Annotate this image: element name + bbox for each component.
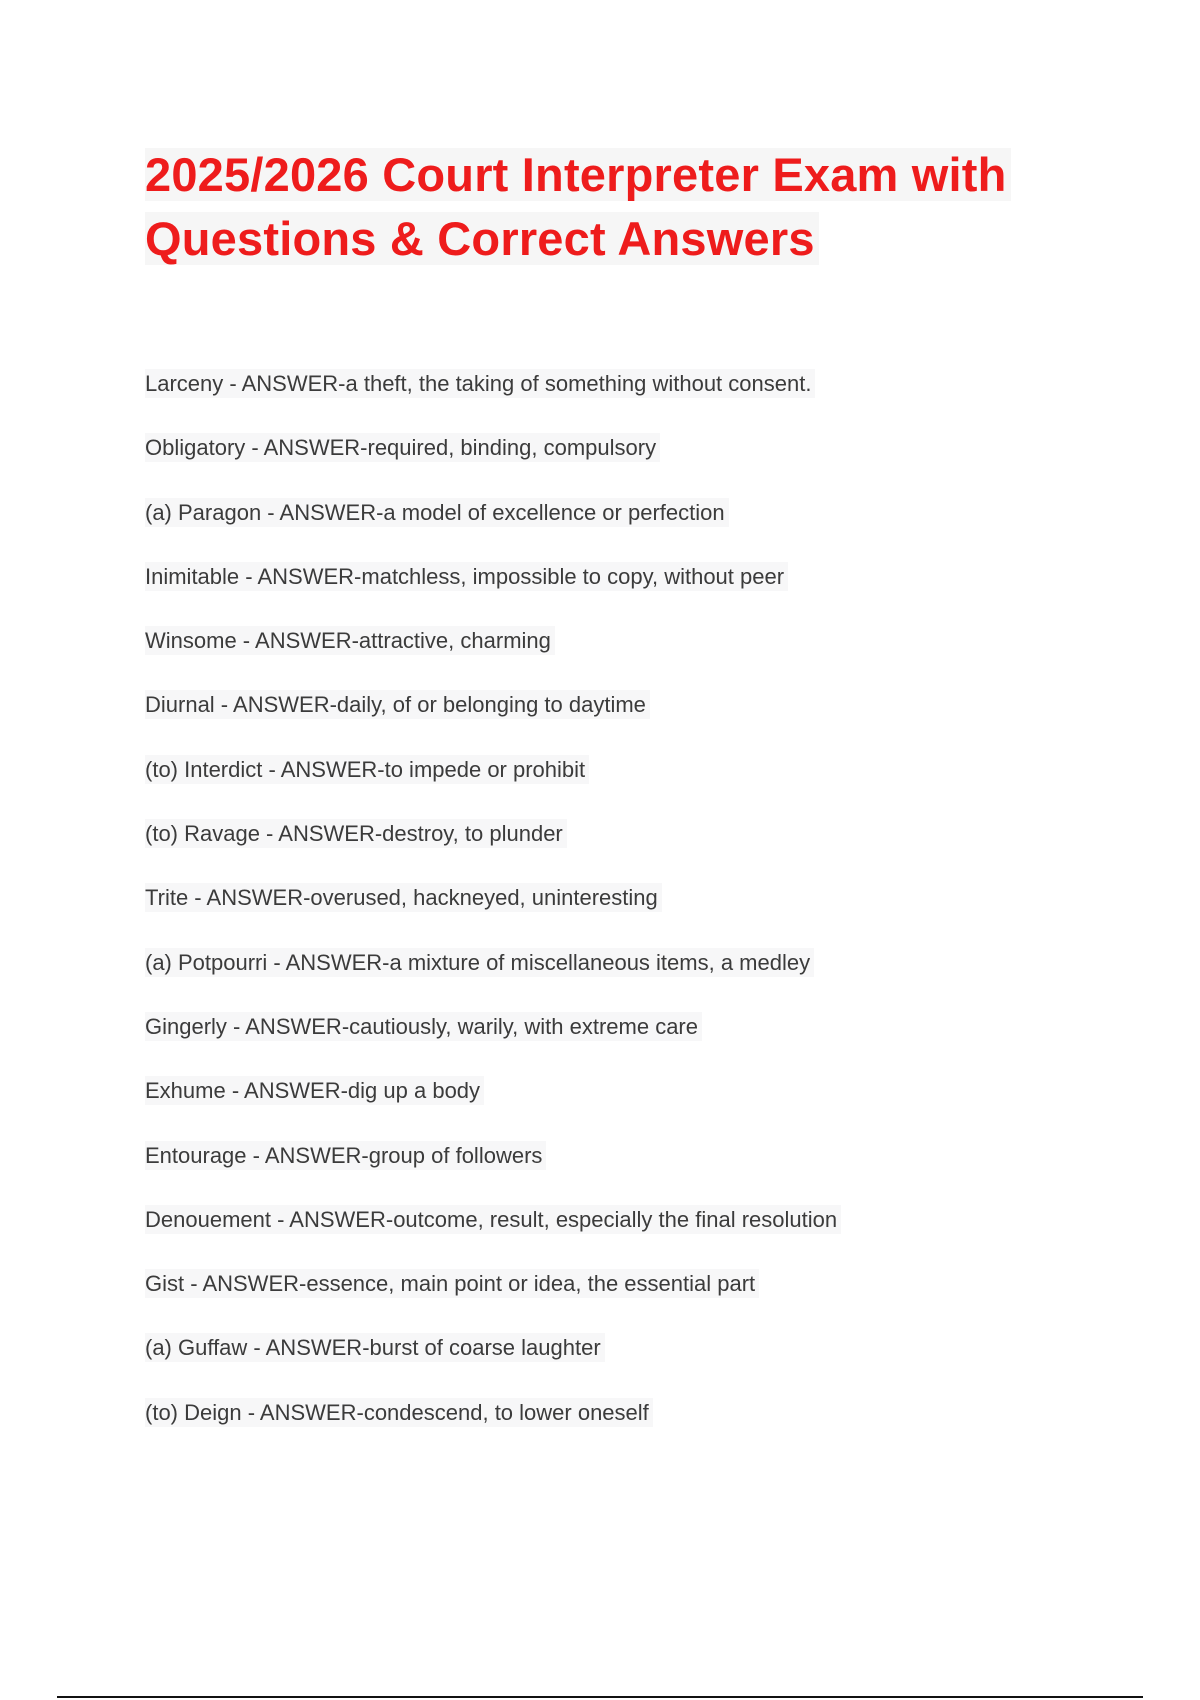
qa-entry bbox=[145, 1069, 1105, 1133]
qa-entry-text: (a) Paragon - ANSWER-a model of excellence or perfection bbox=[145, 498, 729, 527]
qa-entry bbox=[145, 555, 1105, 619]
qa-entry bbox=[145, 362, 1105, 426]
qa-entry-text: Entourage - ANSWER-group of followers bbox=[145, 1141, 546, 1170]
qa-entry bbox=[145, 426, 1105, 490]
qa-entry-text: Diurnal - ANSWER-daily, of or belonging to daytime bbox=[145, 690, 650, 719]
qa-entry bbox=[145, 1262, 1105, 1326]
qa-entry-text: Denouement - ANSWER-outcome, result, especially the final resolution bbox=[145, 1205, 841, 1234]
qa-entry-text: Winsome - ANSWER-attractive, charming bbox=[145, 626, 555, 655]
qa-entry-text: Trite - ANSWER-overused, hackneyed, uninteresting bbox=[145, 883, 662, 912]
document-title bbox=[145, 143, 1045, 271]
qa-entry-text: (a) Guffaw - ANSWER-burst of coarse laughter bbox=[145, 1333, 605, 1362]
qa-entry-text: (to) Deign - ANSWER-condescend, to lower oneself bbox=[145, 1398, 653, 1427]
qa-entry-text: Inimitable - ANSWER-matchless, impossible to copy, without peer bbox=[145, 562, 788, 591]
page-bottom-rule bbox=[57, 1696, 1143, 1698]
qa-entry-text: (to) Ravage - ANSWER-destroy, to plunder bbox=[145, 819, 567, 848]
qa-entry bbox=[145, 748, 1105, 812]
qa-entry bbox=[145, 1391, 1105, 1455]
qa-entry-text: (a) Potpourri - ANSWER-a mixture of miscellaneous items, a medley bbox=[145, 948, 814, 977]
qa-list bbox=[145, 362, 1105, 1455]
qa-entry bbox=[145, 941, 1105, 1005]
qa-entry bbox=[145, 876, 1105, 940]
qa-entry bbox=[145, 1198, 1105, 1262]
qa-entry-text: Gingerly - ANSWER-cautiously, warily, with extreme care bbox=[145, 1012, 702, 1041]
qa-entry bbox=[145, 1134, 1105, 1198]
qa-entry bbox=[145, 491, 1105, 555]
qa-entry-text: Larceny - ANSWER-a theft, the taking of something without consent. bbox=[145, 369, 815, 398]
qa-entry bbox=[145, 812, 1105, 876]
qa-entry-text: (to) Interdict - ANSWER-to impede or prohibit bbox=[145, 755, 589, 784]
qa-entry bbox=[145, 619, 1105, 683]
qa-entry-text: Gist - ANSWER-essence, main point or idea, the essential part bbox=[145, 1269, 759, 1298]
qa-entry bbox=[145, 1326, 1105, 1390]
qa-entry bbox=[145, 1005, 1105, 1069]
qa-entry-text: Obligatory - ANSWER-required, binding, compulsory bbox=[145, 433, 660, 462]
qa-entry bbox=[145, 683, 1105, 747]
document-title-text: 2025/2026 Court Interpreter Exam with Questions & Correct Answers bbox=[145, 148, 1011, 265]
qa-entry-text: Exhume - ANSWER-dig up a body bbox=[145, 1076, 484, 1105]
